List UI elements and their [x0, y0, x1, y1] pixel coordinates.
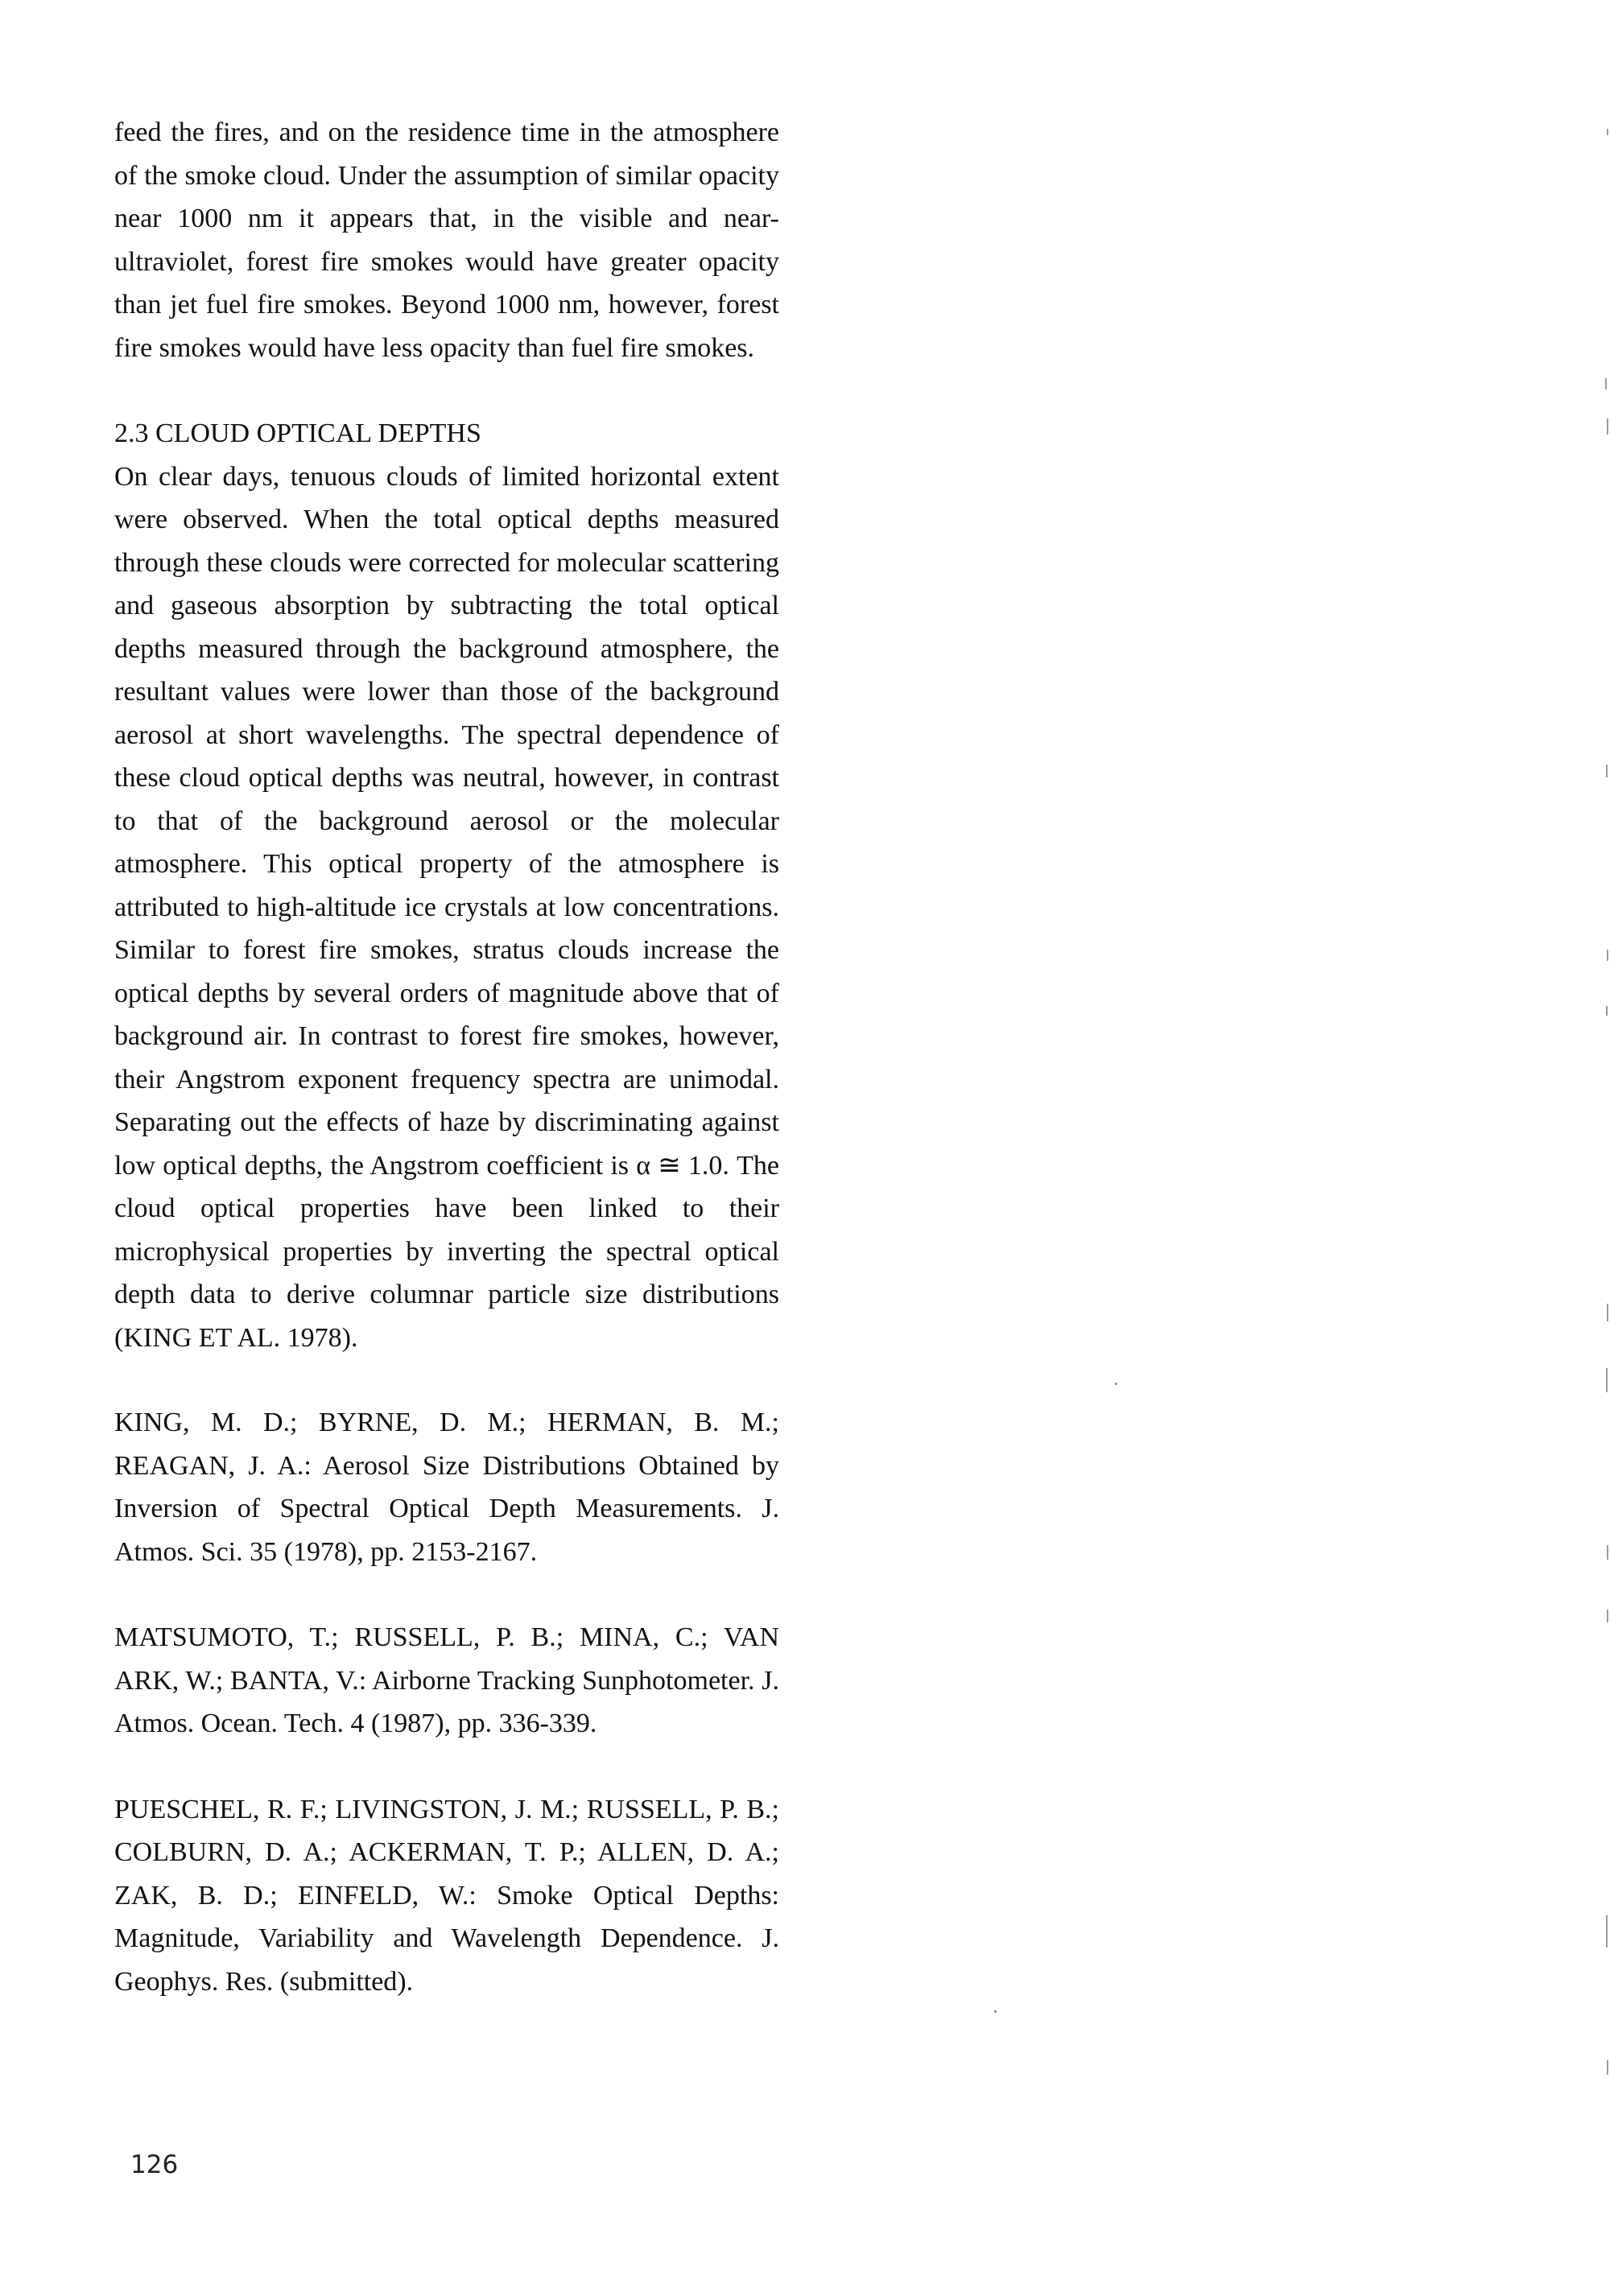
scan-artifact: [1606, 1368, 1608, 1392]
scan-artifact: [1607, 1545, 1608, 1560]
scan-artifact: [1605, 378, 1607, 390]
section-heading: 2.3 CLOUD OPTICAL DEPTHS: [114, 418, 481, 448]
references-list: [114, 1401, 779, 2003]
scan-artifact: [1607, 950, 1608, 961]
intro-paragraph: feed the fires, and on the residence time in the atmosphere of the smoke cloud. Under the assumption of similar opacity near 1000 nm it appears that, in the visible and near-ultraviolet, forest fire smokes would have greater opacity than jet fuel fire smokes. Beyond 1000 nm, however, forest fire smokes would have less opacity than fuel fire smokes.: [114, 117, 779, 363]
scan-artifact: [1606, 765, 1608, 777]
reference-item: KING, M. D.; BYRNE, D. M.; HERMAN, B. M.; REAGAN, J. A.: Aerosol Size Distributions Obtained by Inversion of Spectral Optical Depth Measurements. J. Atmos. Sci. 35 (1978), pp. 2153-2167.: [114, 1408, 779, 1567]
scan-artifact: [1607, 2060, 1608, 2075]
reference-item: PUESCHEL, R. F.; LIVINGSTON, J. M.; RUSSELL, P. B.; COLBURN, D. A.; ACKERMAN, T. P.; ALLEN, D. A.; ZAK, B. D.; EINFELD, W.: Smoke Optical Depths: Magnitude, Variability and Wavelength Dependence. J. Geophys. Res. (submitted).: [114, 1794, 779, 1997]
scan-artifact: [1607, 418, 1608, 435]
page-number: 126: [130, 2150, 179, 2179]
section-body: On clear days, tenuous clouds of limited horizontal extent were observed. When the total optical depths measured through these clouds were corrected for molecular scattering and gaseous absorption by subtracting the total optical depths measured through the background atmosphere, the resultant values were lower than those of the background aerosol at short wavelengths. The spectral dependence of these cloud optical depths was neutral, however, in contrast to that of the background aerosol or the molecular atmosphere. This optical property of the atmosphere is attributed to high-altitude ice crystals at low concentrations. Similar to forest fire smokes, stratus clouds increase the optical depths by several orders of magnitude above that of background air. In contrast to forest fire smokes, however, their Angstrom exponent frequency spectra are unimodal. Separating out the effects of haze by discriminating against low optical depths, the Angstrom coefficient is α ≅ 1.0. The cloud optical properties have been linked to their microphysical properties by inverting the spectral optical depth data to derive columnar particle size distributions (KING ET AL. 1978).: [114, 461, 779, 1353]
scan-artifact: [994, 2010, 997, 2013]
scan-artifact: [1607, 1610, 1608, 1622]
scan-artifact: [1606, 1915, 1608, 1948]
scan-artifact: [1607, 1304, 1608, 1321]
scan-artifact: [1115, 1383, 1117, 1385]
scan-artifact: [1606, 1006, 1608, 1016]
reference-item: MATSUMOTO, T.; RUSSELL, P. B.; MINA, C.; VAN ARK, W.; BANTA, V.: Airborne Tracking Sunphotometer. J. Atmos. Ocean. Tech. 4 (1987), pp. 336-339.: [114, 1622, 779, 1738]
text-column: [114, 111, 779, 2046]
scan-artifact: [1607, 129, 1608, 135]
